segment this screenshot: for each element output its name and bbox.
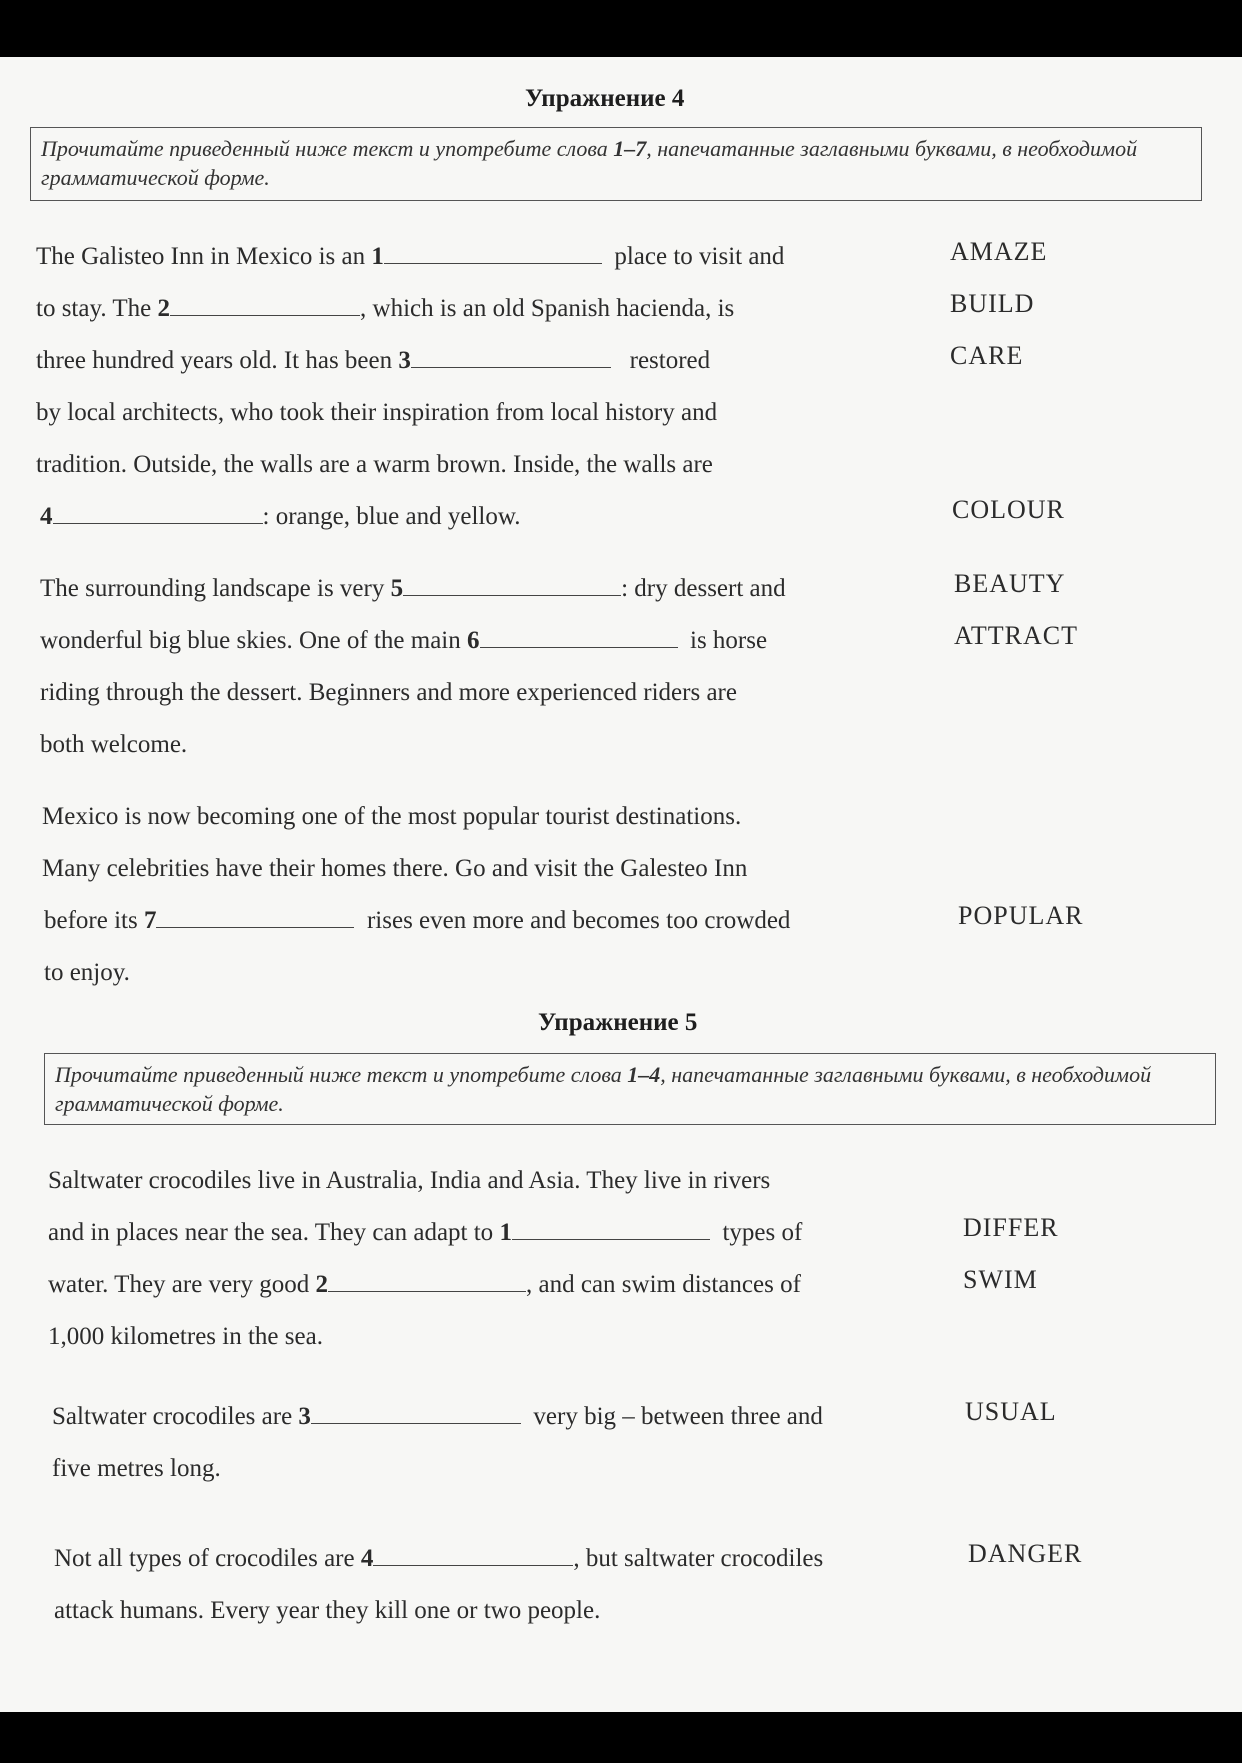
blank-4[interactable] (53, 505, 263, 524)
blank-3[interactable] (411, 349, 611, 368)
blank-4[interactable] (373, 1547, 573, 1566)
exercise-5-line-3: water. They are very good 2 , and can swim distances of (48, 1271, 801, 1298)
exercise-4-line-9: riding through the dessert. Beginners and more experienced riders are (40, 679, 737, 706)
exercise-4-line-12: Many celebrities have their homes there. Go and visit the Galesteo Inn (42, 855, 748, 882)
exercise-4-line-10: both welcome. (40, 731, 188, 758)
exercise-4-line-2: to stay. The 2 , which is an old Spanish hacienda, is (36, 295, 735, 322)
keyword-differ: DIFFER (963, 1213, 1059, 1242)
keyword-beauty: BEAUTY (954, 569, 1066, 598)
exercise-5-line-6: five metres long. (52, 1455, 221, 1482)
blank-6[interactable] (480, 629, 678, 648)
keyword-care: CARE (950, 341, 1024, 370)
exercise-5-line-5: Saltwater crocodiles are 3 very big – between three and (52, 1403, 823, 1430)
exercise-4-line-11: Mexico is now becoming one of the most popular tourist destinations. (42, 803, 742, 830)
blank-1[interactable] (512, 1221, 710, 1240)
exercise-5-line-1: Saltwater crocodiles live in Australia, India and Asia. They live in rivers (48, 1167, 771, 1194)
exercise-4-line-1: The Galisteo Inn in Mexico is an 1 place to visit and (36, 243, 785, 270)
blank-3[interactable] (311, 1405, 521, 1424)
keyword-danger: DANGER (968, 1539, 1083, 1568)
exercise-4-line-13: before its 7 rises even more and becomes too crowded (44, 907, 791, 934)
exercise-4-title: Упражнение 4 (525, 85, 685, 112)
keyword-amaze: AMAZE (950, 237, 1048, 266)
exercise-4-line-14: to enjoy. (44, 959, 130, 986)
keyword-attract: ATTRACT (954, 621, 1078, 650)
keyword-swim: SWIM (963, 1265, 1038, 1294)
exercise-5-line-4: 1,000 kilometres in the sea. (48, 1323, 323, 1350)
exercise-4-line-8: wonderful big blue skies. One of the main 6 is horse (40, 627, 768, 654)
blank-7[interactable] (156, 909, 354, 928)
blank-5[interactable] (403, 577, 621, 596)
exercise-4-line-6: 4 : orange, blue and yellow. (40, 503, 521, 530)
blank-1[interactable] (384, 245, 602, 264)
keyword-usual: USUAL (965, 1397, 1057, 1426)
exercise-5-line-2: and in places near the sea. They can adapt to 1 types of (48, 1219, 803, 1246)
worksheet-page (0, 57, 1242, 1712)
exercise-4-line-3: three hundred years old. It has been 3 restored (36, 347, 711, 374)
exercise-5-title: Упражнение 5 (538, 1009, 698, 1036)
blank-2[interactable] (170, 297, 360, 316)
keyword-popular: POPULAR (958, 901, 1084, 930)
exercise-5-line-7: Not all types of crocodiles are 4 , but saltwater crocodiles (54, 1545, 824, 1572)
blank-2[interactable] (328, 1273, 526, 1292)
exercise-5-line-8: attack humans. Every year they kill one or two people. (54, 1597, 601, 1624)
keyword-build: BUILD (950, 289, 1035, 318)
exercise-4-line-7: The surrounding landscape is very 5 : dry dessert and (40, 575, 786, 602)
keyword-colour: COLOUR (952, 495, 1065, 524)
exercise-5-instructions: Прочитайте приведенный ниже текст и употребите слова 1–4, напечатанные заглавными буквами, в необходимой грамматической форме. (44, 1053, 1216, 1125)
exercise-4-instructions: Прочитайте приведенный ниже текст и употребите слова 1–7, напечатанные заглавными буквами, в необходимой грамматической форме. (30, 127, 1202, 201)
exercise-4-line-5: tradition. Outside, the walls are a warm brown. Inside, the walls are (36, 451, 713, 478)
exercise-4-line-4: by local architects, who took their inspiration from local history and (36, 399, 718, 426)
